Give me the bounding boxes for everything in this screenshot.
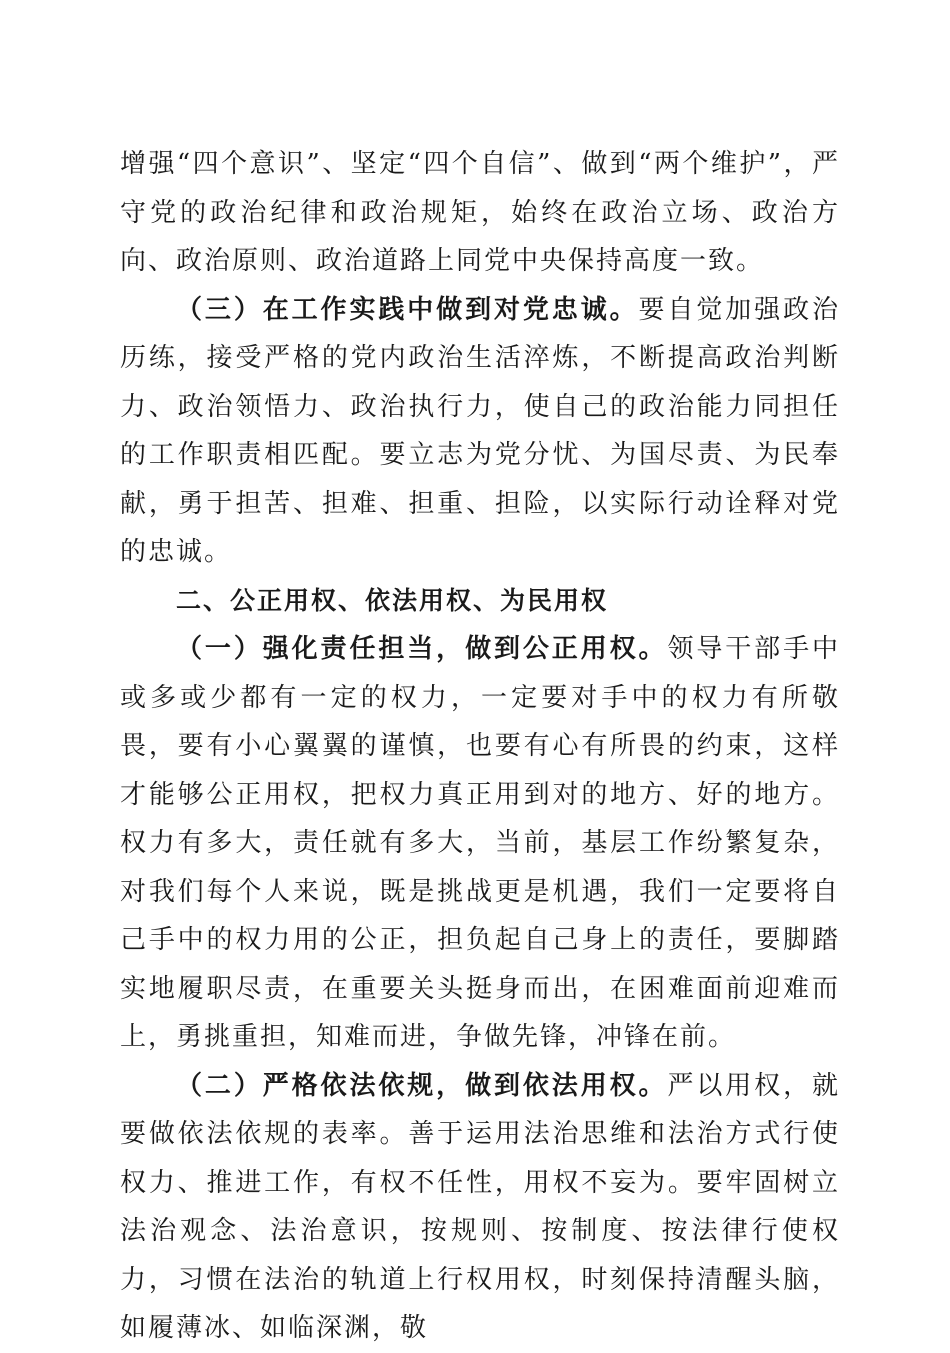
paragraph-text: 领导干部手中或多或少都有一定的权力，一定要对手中的权力有所敬畏，要有小心翼翼的谨慎，也要有心有所畏的约束，这样才能够公正用权，把权力真正用到对的地方、好的地方。权力有多大，责任就有多大，当前，基层工作纷繁复杂，对我们每个人来说，既是挑战更是机遇，我们一定要将自己手中的权力用的公正，担负起自己身上的责任，要脚踏实地履职尽责，在重要关头挺身而出，在困难面前迎难而上，勇挑重担，知难而进，争做先锋，冲锋在前。 [120, 634, 840, 1052]
paragraph-political-loyalty-tail [120, 140, 840, 286]
paragraph-text: 要自觉加强政治历练，接受严格的党内政治生活淬炼，不断提高政治判断力、政治领悟力、政治执行力，使自己的政治能力同担任的工作职责相匹配。要立志为党分忧、为国尽责、为民奉献，勇于担苦、担难、担重、担险，以实际行动诠释对党的忠诚。 [120, 294, 840, 567]
paragraph-section-2-1 [120, 625, 840, 1062]
paragraph-section-1-3 [120, 286, 840, 577]
heading-text: 二、公正用权、依法用权、为民用权 [176, 585, 609, 615]
section-heading-2 [120, 577, 840, 626]
paragraph-lead: （一）强化责任担当，做到公正用权。 [176, 634, 668, 664]
document-body [120, 140, 840, 1353]
paragraph-lead: （二）严格依法依规，做到依法用权。 [176, 1070, 668, 1101]
paragraph-text: 增强“四个意识”、坚定“四个自信”、做到“两个维护”，严守党的政治纪律和政治规矩，始终在政治立场、政治方向、政治原则、政治道路上同党中央保持高度一致。 [120, 149, 840, 276]
paragraph-section-2-2 [120, 1062, 840, 1353]
paragraph-lead: （三）在工作实践中做到对党忠诚。 [176, 294, 639, 325]
paragraph-text: 严以用权，就要做依法依规的表率。善于运用法治思维和法治方式行使权力、推进工作，有权不任性，用权不妄为。要牢固树立法治观念、法治意识，按规则、按制度、按法律行使权力，习惯在法治的轨道上行权用权，时刻保持清醒头脑，如履薄冰、如临深渊，敬 [120, 1070, 840, 1343]
